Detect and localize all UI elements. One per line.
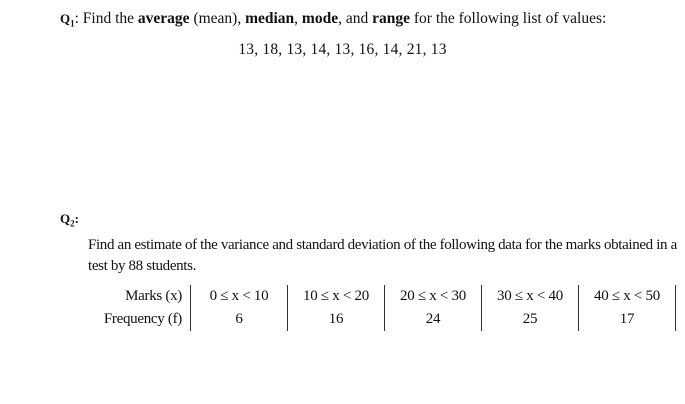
term-median: median	[245, 10, 295, 27]
frequency-5: 17	[579, 308, 676, 331]
marks-header: Marks (x)	[84, 285, 191, 308]
term-range: range	[372, 10, 410, 27]
term-mode: mode	[301, 10, 339, 27]
frequency-table	[84, 285, 676, 331]
class-interval-3: 20 ≤ x < 30	[385, 285, 482, 308]
question-1-label: $Q_1$	[60, 11, 75, 29]
term-average: average	[137, 10, 190, 27]
question-2-prompt: Find an estimate of the variance and standard deviation of the following data for the marks obtained in a test by 88 students.	[88, 237, 677, 274]
question-1-prompt: $Q_1$: Find the average (mean), median, mode, and range for the following list of values:	[60, 10, 607, 29]
frequency-1: 6	[191, 308, 288, 331]
table-row-frequency	[84, 308, 676, 331]
frequency-header: Frequency (f)	[84, 308, 191, 331]
frequency-3: 24	[385, 308, 482, 331]
class-interval-2: 10 ≤ x < 20	[288, 285, 385, 308]
class-interval-5: 40 ≤ x < 50	[579, 285, 676, 308]
frequency-2: 16	[288, 308, 385, 331]
table-row-marks	[84, 285, 676, 308]
question-2-label: $Q_2$:	[60, 211, 79, 229]
class-interval-4: 30 ≤ x < 40	[482, 285, 579, 308]
question-1-values: 13, 18, 13, 14, 13, 16, 14, 21, 13	[238, 41, 447, 58]
frequency-4: 25	[482, 308, 579, 331]
class-interval-1: 0 ≤ x < 10	[191, 285, 288, 308]
